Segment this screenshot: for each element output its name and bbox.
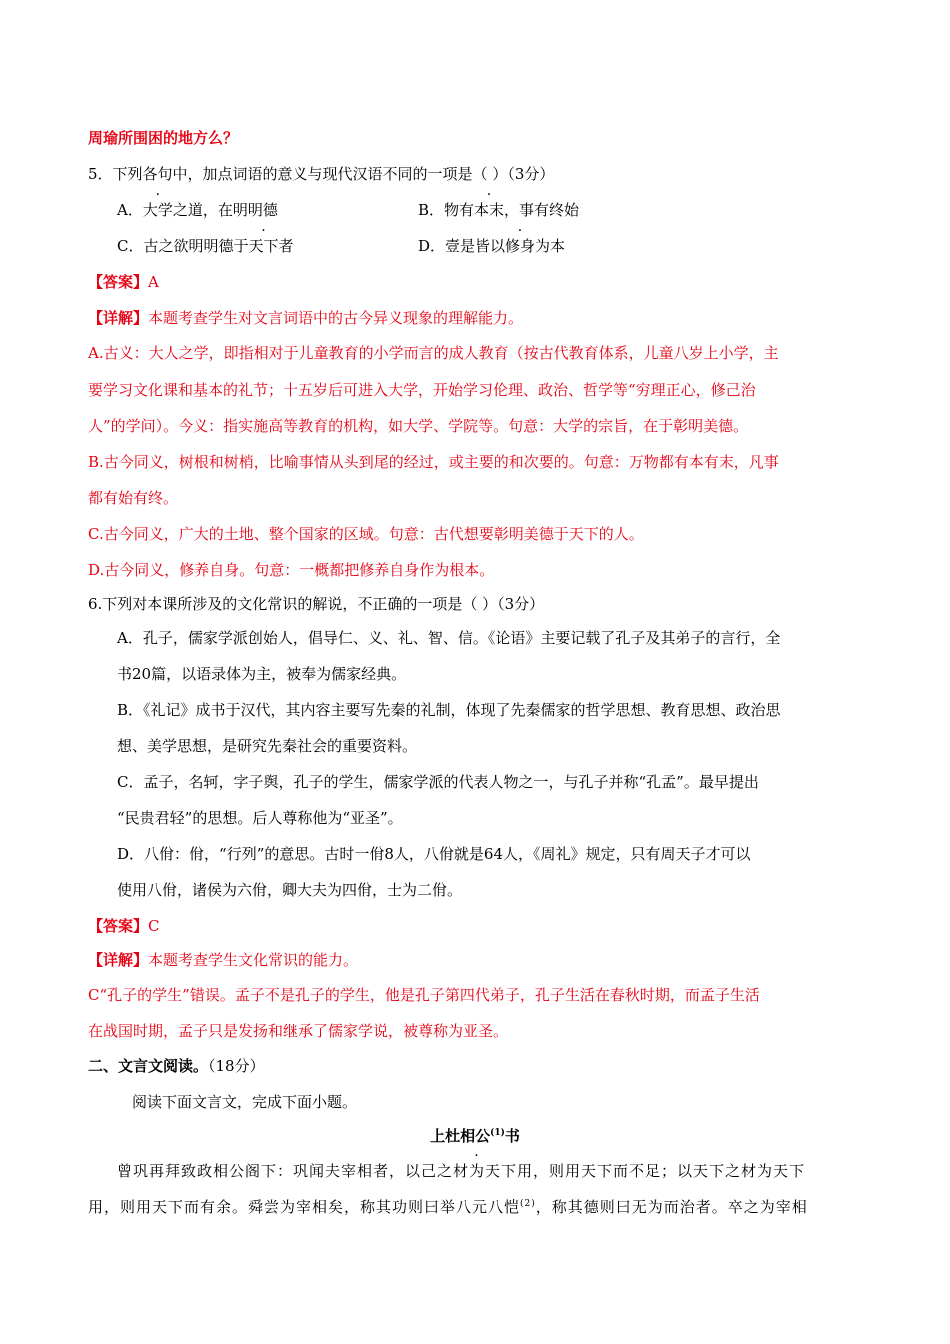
q5-option-c: C．古之欲明明德于天下者	[117, 237, 294, 255]
passage-line: 用，则用天下而有余。舜尝为宰相矣，称其功则曰举八元八恺$^{(2)}$，称其德则曰无为而治者。卒之为宰相	[88, 1198, 808, 1216]
passage-dotted-char: 为	[469, 1162, 486, 1180]
passage-line: 曾巩再拜致政相公阁下：巩闻夫宰相者，以己之材为天下用，则用天下而不足；以天下之材为天下	[117, 1162, 806, 1180]
q5-detail: 【详解】本题考查学生对文言词语中的古今异义现象的理解能力。	[88, 309, 524, 327]
q6-detail: 【详解】本题考查学生文化常识的能力。	[88, 951, 359, 969]
q5-option-a: A．大学之道，在明明德	[117, 201, 278, 219]
q5-expl-line: B.古今同义，树根和树梢，比喻事情从头到尾的经过，或主要的和次要的。句意：万物都有本有末，凡事	[88, 453, 779, 471]
q5-answer: 【答案】A	[88, 273, 159, 291]
q6-expl-line: C“孔子的学生”错误。孟子不是孔子的学生，他是孔子第四代弟子，孔子生活在春秋时期，而孟子生活	[88, 986, 760, 1004]
q6-answer: 【答案】C	[88, 917, 160, 935]
q5-expl-line: 要学习文化课和基本的礼节；十五岁后可进入大学，开始学习伦理、政治、哲学等“穷理正心，修己治	[88, 381, 756, 399]
q5-expl-line: 人”的学问）。今义：指实施高等教育的机构，如大学、学院等。句意：大学的宗旨，在于彰明美德。	[88, 417, 749, 435]
q5-expl-line: C.古今同义，广大的土地、整个国家的区域。句意：古代想要彰明美德于天下的人。	[88, 525, 644, 543]
section2-instruction: 阅读下面文言文，完成下面小题。	[132, 1093, 358, 1111]
passage-title: 上杜相公$^{(1)}$书	[430, 1127, 520, 1145]
q5-option-a-dotted: 大学	[142, 201, 173, 219]
q5-expl-line: 都有始有终。	[88, 489, 179, 507]
q5-option-b-dotted: 本末	[474, 201, 505, 219]
q6-option-line: “民贵君轻”的思想。后人尊称他为“亚圣”。	[117, 809, 403, 827]
q6-expl-line: 在战国时期，孟子只是发扬和继承了儒家学说，被尊称为亚圣。	[88, 1022, 509, 1040]
q6-option-line: C．孟子，名轲，字子舆，孔子的学生，儒家学派的代表人物之一，与孔子并称“孔孟”。最早提出	[117, 773, 759, 791]
q5-option-b: B．物有本末，事有终始	[418, 201, 580, 219]
q5-option-c-dotted: 天下	[248, 237, 279, 255]
q6-option-line: 书20篇，以语录体为主，被奉为儒家经典。	[117, 665, 407, 683]
q5-expl-line: A.古义：大人之学，即指相对于儿童教育的小学而言的成人教育（按古代教育体系，儿童八岁上小学，主	[88, 344, 779, 362]
q6-option-line: D．八佾：佾，“行列”的意思。古时一佾8人，八佾就是64人，《周礼》规定，只有周天子才可以	[117, 845, 751, 863]
q6-stem: 6.下列对本课所涉及的文化常识的解说，不正确的一项是（ ）（3分）	[88, 595, 545, 613]
q6-option-line: 想、美学思想，是研究先秦社会的重要资料。	[117, 737, 418, 755]
title-footnote-mark: (1)	[490, 1128, 505, 1138]
q6-option-line: B．《礼记》成书于汉代，其内容主要写先秦的礼制，体现了先秦儒家的哲学思想、教育思想、政治思	[117, 701, 781, 719]
footnote-mark: (2)	[520, 1199, 536, 1209]
section2-heading: 二、文言文阅读。（18分）	[88, 1057, 265, 1075]
q5-option-d-dotted: 修身	[505, 237, 536, 255]
q5-stem: 5．下列各句中，加点词语的意义与现代汉语不同的一项是（ ）（3分）	[88, 165, 555, 183]
q6-option-line: 使用八佾，诸侯为六佾，卿大夫为四佾，士为二佾。	[117, 881, 463, 899]
q5-option-d: D．壹是皆以修身为本	[418, 237, 566, 255]
q5-expl-line: D.古今同义，修养自身。句意：一概都把修养自身作为根本。	[88, 561, 495, 579]
q4-answer-tail: 周瑜所围困的地方么？	[88, 129, 239, 147]
q6-option-line: A．孔子，儒家学派创始人，倡导仁、义、礼、智、信。《论语》主要记载了孔子及其弟子的言行，全	[117, 629, 781, 647]
